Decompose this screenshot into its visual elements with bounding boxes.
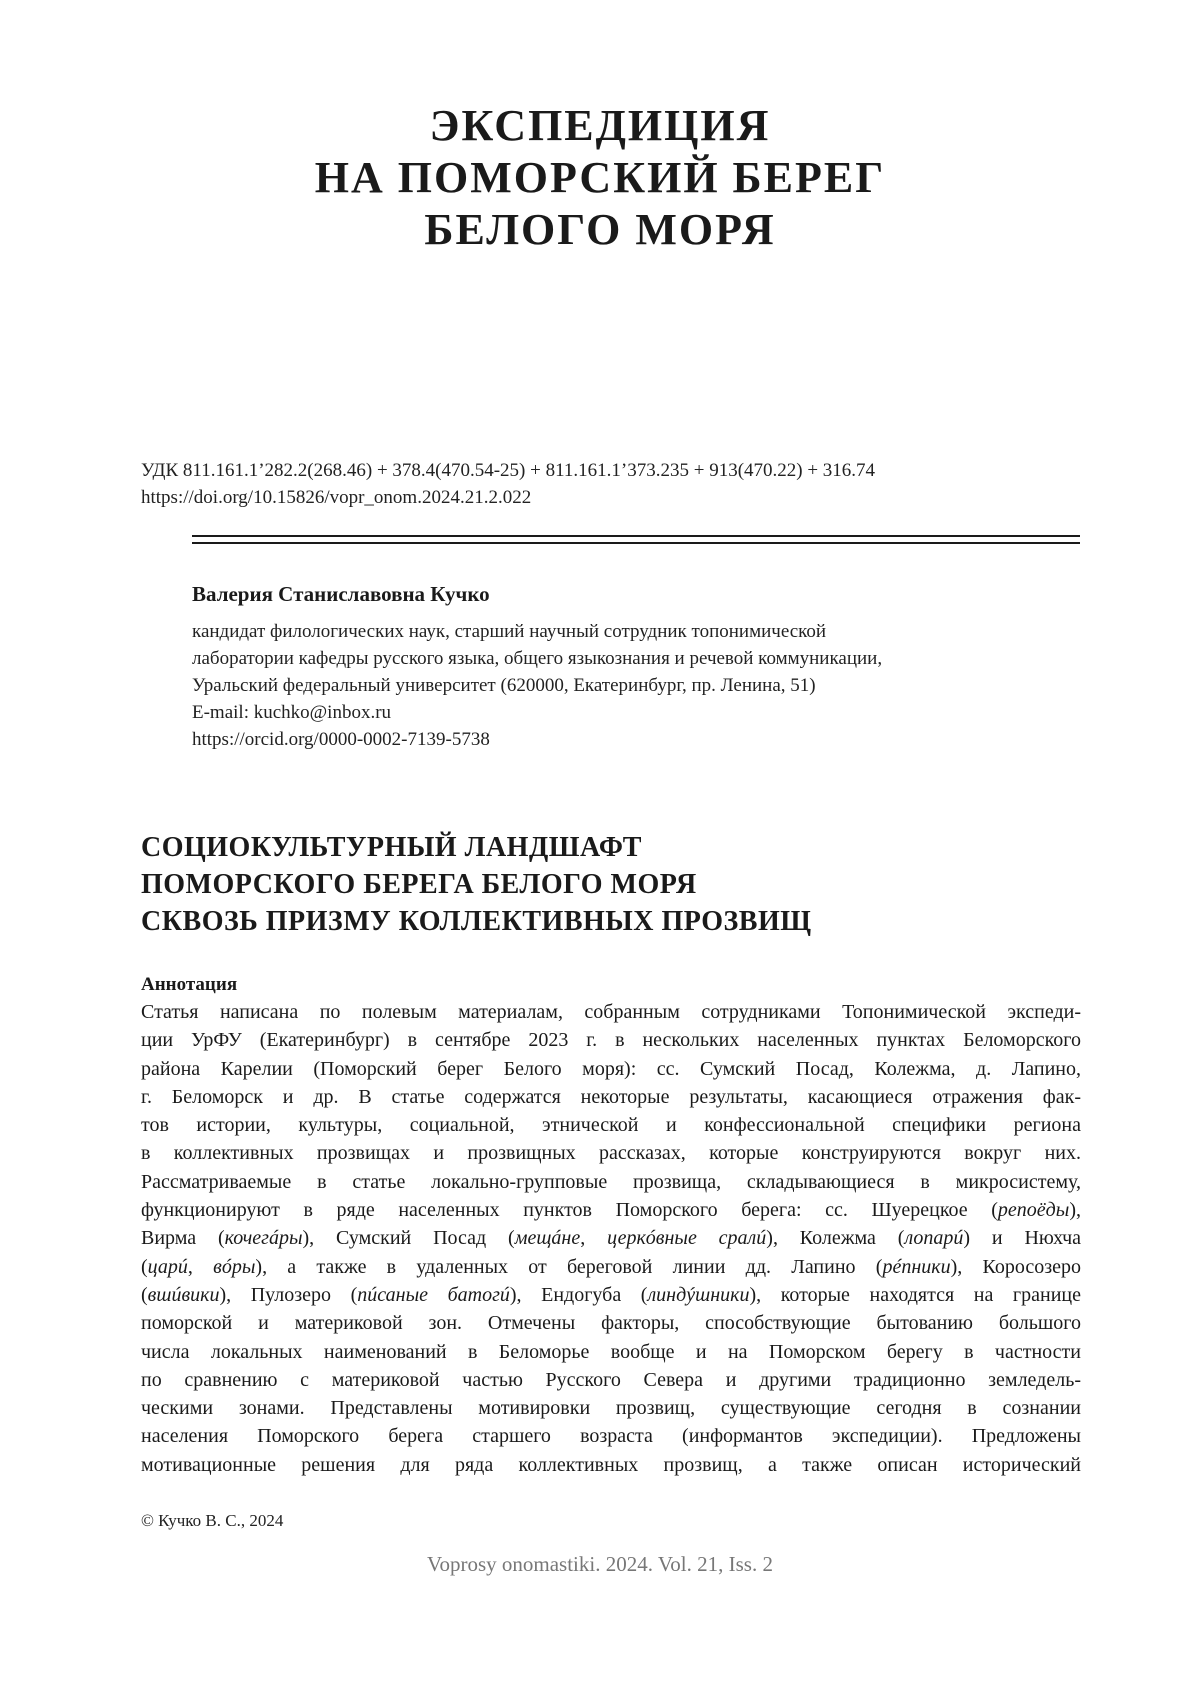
text-run: ), а также в удаленных от береговой линии дд. Лапино ( [255, 1255, 883, 1278]
abstract-text [141, 998, 1081, 1479]
abstract-line: тов истории, культуры, социальной, этнической и конфессиональной специфики региона [141, 1114, 1081, 1137]
author-orcid[interactable]: https://orcid.org/0000-0002-7139-5738 [192, 729, 490, 750]
article-title-line: СКВОЗЬ ПРИЗМУ КОЛЛЕКТИВНЫХ ПРОЗВИЩ [141, 906, 812, 937]
text-run: ), Колежма ( [766, 1227, 905, 1250]
text-run: , [187, 1255, 214, 1278]
text-run: ), которые находятся на границе [749, 1283, 1081, 1306]
abstract-line: ческими зонами. Представлены мотивировки прозвищ, существующие сегодня в сознании [141, 1397, 1081, 1420]
affiliation-line: кандидат филологических наук, старший научный сотрудник топонимической [192, 621, 827, 642]
text-run: ( [141, 1283, 148, 1306]
abstract-line [141, 1253, 1081, 1281]
abstract-line: Статья написана по полевым материалам, собранным сотрудниками Топонимической экспеди- [141, 1001, 1081, 1023]
nickname-term: царú [147, 1255, 188, 1278]
abstract-line: в коллективных прозвищах и прозвищных рассказах, которые конструируются вокруг них. [141, 1142, 1081, 1165]
nickname-term: репоёды [997, 1199, 1070, 1222]
text-run: ), [1069, 1199, 1081, 1222]
abstract-line: населения Поморского берега старшего возраста (информантов экспедиции). Предложены [141, 1425, 1081, 1448]
abstract-line: Рассматриваемые в статье локально-групповые прозвища, складывающиеся в микросистему, [141, 1170, 1081, 1193]
abstract-line: района Карелии (Поморский берег Белого моря): сс. Сумский Посад, Колежма, д. Лапино, [141, 1057, 1081, 1080]
affiliation-line: лаборатории кафедры русского языка, общего языкознания и речевой коммуникации, [192, 648, 883, 669]
text-run: Вирма ( [141, 1227, 225, 1250]
section-title [0, 100, 1200, 256]
text-run: , [580, 1227, 608, 1250]
nickname-term: пúсаные батогú [357, 1283, 510, 1306]
nickname-term: вóры [213, 1255, 256, 1278]
nickname-term: линдýшники [647, 1283, 750, 1306]
text-run: ), Коросозеро [950, 1255, 1081, 1278]
section-title-line: БЕЛОГО МОРЯ [424, 205, 776, 254]
abstract-line: по сравнению с материковой частью Русского Севера и другими традиционно земледель- [141, 1368, 1081, 1391]
abstract-line [141, 1196, 1081, 1224]
abstract-line [141, 1281, 1081, 1309]
author-affiliation [192, 618, 1072, 753]
abstract-line: ции УрФУ (Екатеринбург) в сентябре 2023 г. в нескольких населенных пунктах Беломорского [141, 1029, 1081, 1052]
nickname-term: рéпники [882, 1255, 951, 1278]
article-title-line: ПОМОРСКОГО БЕРЕГА БЕЛОГО МОРЯ [141, 869, 697, 900]
text-run: ( [141, 1255, 148, 1278]
abstract-heading: Аннотация [141, 974, 238, 995]
nickname-term: вшúвики [147, 1283, 220, 1306]
section-title-line: ЭКСПЕДИЦИЯ [429, 101, 771, 150]
text-run: ), Пулозеро ( [219, 1283, 358, 1306]
abstract-line: мотивационные решения для ряда коллективных прозвищ, а также описан исторический [141, 1453, 1081, 1476]
text-run: ) и Нюхча [963, 1227, 1081, 1250]
divider-rule [192, 542, 1080, 544]
copyright-notice: © Кучко В. С., 2024 [141, 1511, 284, 1530]
author-email[interactable]: E-mail: kuchko@inbox.ru [192, 702, 392, 723]
udk-code: УДК 811.161.1’282.2(268.46) + 378.4(470.54-25) + 811.161.1’373.235 + 913(470.22) + 316.74 [141, 460, 876, 481]
nickname-term: лопарú [904, 1227, 964, 1250]
nickname-term: мещáне [514, 1227, 581, 1250]
author-name: Валерия Станиславовна Кучко [192, 582, 490, 606]
text-run: ), Сумский Посад ( [302, 1227, 515, 1250]
journal-footer: Voprosy onomastiki. 2024. Vol. 21, Iss. 2 [427, 1552, 773, 1576]
divider-rule [192, 535, 1080, 537]
text-run: функционируют в ряде населенных пунктов Поморского берега: сс. Шуерецкое ( [141, 1199, 998, 1222]
affiliation-line: Уральский федеральный университет (620000, Екатеринбург, пр. Ленина, 51) [192, 675, 816, 696]
abstract-line: г. Беломорск и др. В статье содержатся некоторые результаты, касающиеся отражения фак- [141, 1085, 1081, 1108]
article-metadata [141, 457, 1081, 511]
doi-link[interactable]: https://doi.org/10.15826/vopr_onom.2024.21.2.022 [141, 487, 532, 508]
article-title [141, 829, 1081, 940]
section-title-line: НА ПОМОРСКИЙ БЕРЕГ [314, 153, 886, 202]
nickname-term: церкóвные сралú [607, 1227, 767, 1250]
abstract-line [141, 1224, 1081, 1252]
nickname-term: кочегáры [224, 1227, 303, 1250]
article-title-line: СОЦИОКУЛЬТУРНЫЙ ЛАНДШАФТ [141, 832, 642, 863]
text-run: ), Ендогуба ( [509, 1283, 648, 1306]
abstract-line: поморской и материковой зон. Отмечены факторы, способствующие бытованию большого [141, 1312, 1081, 1335]
abstract-line: числа локальных наименований в Беломорье вообще и на Поморском берегу в частности [141, 1340, 1081, 1363]
